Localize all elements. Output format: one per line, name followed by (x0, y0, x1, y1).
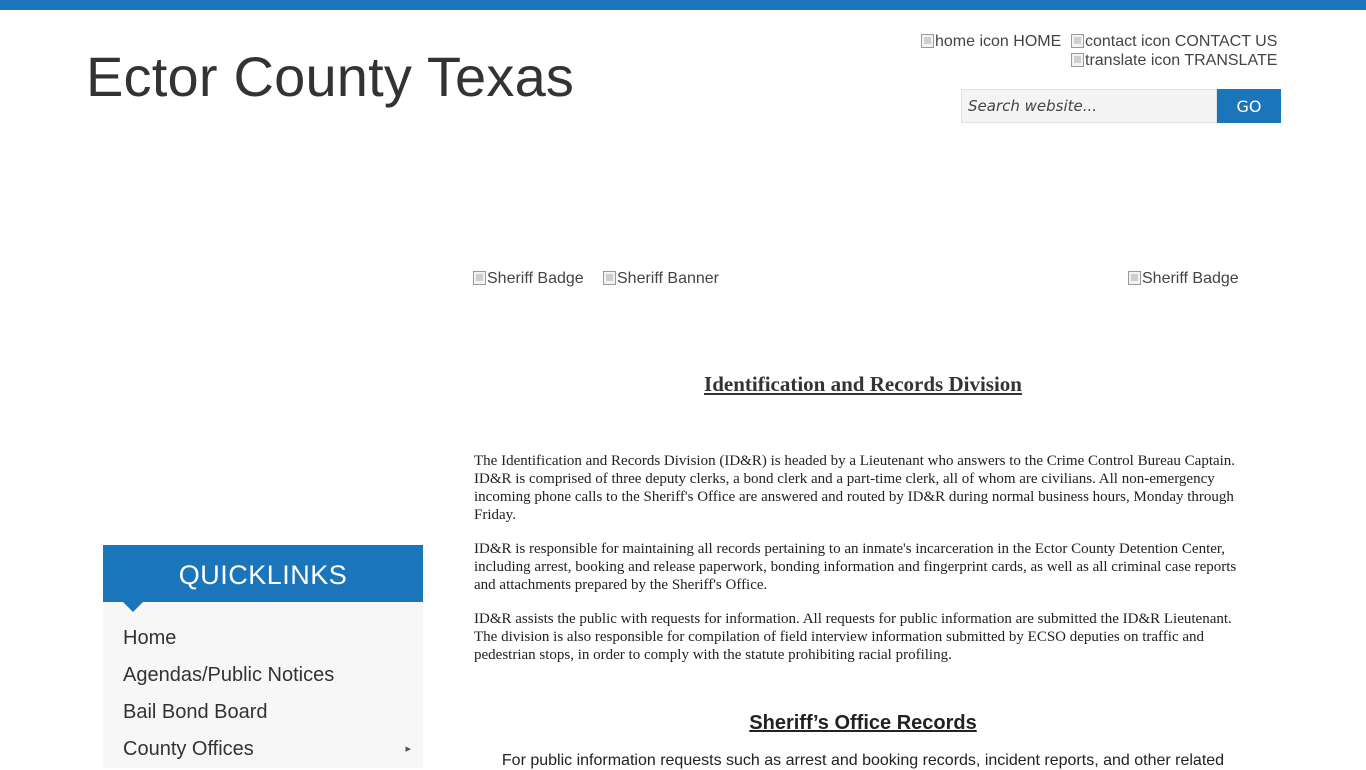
translate-icon-alt: translate icon (1085, 52, 1181, 69)
quicklink-agendas-public-notices[interactable] (103, 657, 423, 694)
translate-link-label: TRANSLATE (1184, 52, 1278, 69)
quicklinks-panel (103, 545, 423, 768)
contact-icon (1071, 34, 1084, 48)
sheriff-banner-alt: Sheriff Banner (617, 270, 719, 287)
home-icon (921, 34, 934, 48)
quicklink-label: County Offices (123, 738, 254, 760)
search-input[interactable] (961, 89, 1217, 123)
home-link-label: HOME (1013, 33, 1062, 50)
content-paragraph: ID&R is responsible for maintaining all records pertaining to an inmate's incarceration in the Ector County Detention Center, including arrest, booking and release paperwork, bonding information and fingerprint cards, as well as all criminal case reports and attachments prepared by the Sheriff's Office. (474, 541, 1237, 593)
records-intro-text: For public information requests such as arrest and booking records, incident reports, and other related (501, 752, 1225, 769)
quicklink-home[interactable] (103, 620, 423, 657)
search-go-button[interactable]: GO (1217, 89, 1281, 123)
quicklink-label: Agendas/Public Notices (123, 664, 335, 686)
home-icon-alt: home icon (935, 33, 1009, 50)
quicklink-county-offices[interactable] (103, 731, 423, 768)
translate-link[interactable] (1071, 51, 1277, 70)
broken-image-icon (1128, 271, 1141, 285)
content-paragraph: ID&R assists the public with requests for information. All requests for public information are submitted the ID&R Lieutenant. The division is also responsible for compilation of field interview information submitted by ECSO deputies on traffic and pedestrian stops, in order to comply with the statute prohibiting racial profiling. (474, 611, 1232, 663)
sheriff-badge-right-alt: Sheriff Badge (1142, 270, 1239, 287)
records-subheading: Sheriff’s Office Records (749, 712, 977, 734)
top-accent-bar (0, 0, 1366, 10)
contact-us-link[interactable] (1071, 32, 1277, 51)
quicklink-label: Home (123, 627, 177, 649)
chevron-right-icon[interactable]: ▸ (405, 743, 411, 755)
quicklinks-title: QUICKLINKS (103, 545, 423, 602)
sheriff-banner-image (603, 270, 719, 288)
quicklinks-list (103, 602, 423, 768)
contact-icon-alt: contact icon (1085, 33, 1171, 50)
broken-image-icon (473, 271, 486, 285)
quicklink-bail-bond-board[interactable] (103, 694, 423, 731)
broken-image-icon (603, 271, 616, 285)
translate-icon (1071, 53, 1084, 67)
page-heading: Identification and Records Division (704, 372, 1022, 396)
home-link[interactable] (921, 32, 1061, 51)
sheriff-badge-right-image (1128, 270, 1239, 288)
sheriff-badge-left-image (473, 270, 584, 288)
sheriff-badge-left-alt: Sheriff Badge (487, 270, 584, 287)
contact-link-label: CONTACT US (1174, 33, 1278, 50)
content-paragraph: The Identification and Records Division (ID&R) is headed by a Lieutenant who answers to the Crime Control Bureau Captain. ID&R is comprised of three deputy clerks, a bond clerk and a part-time clerk, all of whom are civilians. All non-emergency incoming phone calls to the Sheriff's Office are answered and routed by ID&R during normal business hours, Monday through Friday. (474, 453, 1236, 523)
site-title[interactable]: Ector County Texas (86, 45, 575, 108)
quicklink-label: Bail Bond Board (123, 701, 268, 723)
